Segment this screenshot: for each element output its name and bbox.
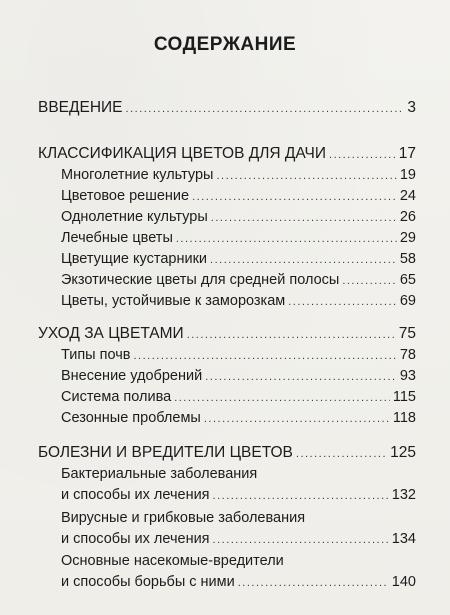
dot-leader — [176, 229, 397, 249]
toc-item[interactable] — [61, 291, 416, 312]
toc-item-label: Сезонные проблемы — [61, 410, 201, 426]
dot-leader — [126, 99, 405, 119]
toc-page-number: 19 — [399, 167, 416, 183]
page-title: СОДЕРЖАНИЕ — [153, 34, 297, 55]
toc-item-label: Многолетние культуры — [61, 167, 214, 183]
toc-section-label: БОЛЕЗНИ И ВРЕДИТЕЛИ ЦВЕТОВ — [38, 444, 293, 461]
toc-page-number: 58 — [399, 251, 416, 267]
toc-item-label: Система полива — [61, 389, 172, 405]
toc-item[interactable] — [61, 485, 416, 506]
toc-item-label: и способы их лечения — [61, 487, 210, 503]
toc-section-label: ВВЕДЕНИЕ — [38, 99, 123, 116]
dot-leader — [210, 250, 397, 270]
toc-item[interactable] — [61, 366, 416, 387]
dot-leader — [213, 486, 389, 506]
toc-page-number: 125 — [390, 444, 416, 461]
toc-item-label: Типы почв — [61, 347, 131, 363]
toc-section-introduction[interactable] — [38, 98, 416, 119]
toc-page-number: 24 — [399, 188, 416, 204]
toc-item[interactable] — [61, 270, 416, 291]
toc-item-label: Цветовое решение — [61, 188, 190, 204]
dot-leader — [216, 166, 396, 186]
toc-item[interactable] — [61, 228, 416, 249]
toc-item[interactable] — [61, 387, 416, 408]
toc-item-label-line1: Основные насекомые-вредители — [61, 553, 284, 569]
dot-leader — [296, 444, 387, 464]
dot-leader — [174, 388, 390, 408]
toc-page-number: 29 — [399, 230, 416, 246]
toc-item-label: Экзотические цветы для средней полосы — [61, 272, 340, 288]
toc-page-number: 65 — [399, 272, 416, 288]
toc-page-number: 118 — [392, 410, 416, 426]
toc-item-label: Однолетние культуры — [61, 209, 208, 225]
toc-section-diseases-pests[interactable] — [38, 443, 416, 464]
toc-section-label: УХОД ЗА ЦВЕТАМИ — [38, 325, 184, 342]
toc-section-flower-care[interactable] — [38, 324, 416, 345]
toc-item-label-line1: Вирусные и грибковые заболевания — [61, 510, 306, 526]
dot-leader — [288, 292, 397, 312]
dot-leader — [204, 409, 390, 429]
toc-page-number: 93 — [399, 368, 416, 384]
dot-leader — [329, 145, 396, 165]
toc-page-number: 78 — [399, 347, 416, 363]
toc-item[interactable] — [61, 572, 416, 593]
dot-leader — [187, 325, 396, 345]
toc-item[interactable] — [61, 165, 416, 186]
toc-item-label-line1: Бактериальные заболевания — [61, 466, 258, 482]
toc-page-number: 134 — [391, 531, 416, 547]
toc-item[interactable] — [61, 345, 416, 366]
dot-leader — [238, 573, 389, 593]
toc-item-label: Цветы, устойчивые к заморозкам — [61, 293, 286, 309]
toc-section-classification[interactable] — [38, 144, 416, 165]
toc-page-number: 17 — [398, 145, 416, 162]
toc-item[interactable] — [61, 529, 416, 550]
dot-leader — [192, 187, 397, 207]
toc-page-number: 26 — [399, 209, 416, 225]
dot-leader — [205, 367, 397, 387]
toc-item-label: Цветущие кустарники — [61, 251, 208, 267]
dot-leader — [213, 530, 389, 550]
toc-item[interactable] — [61, 186, 416, 207]
toc-page-number: 140 — [391, 574, 416, 590]
dot-leader — [211, 208, 397, 228]
toc-item[interactable] — [61, 207, 416, 228]
toc-item-label: Внесение удобрений — [61, 368, 203, 384]
toc-page-number: 3 — [407, 99, 416, 116]
toc-item-label: и способы борьбы с ними — [61, 574, 235, 590]
toc-item[interactable] — [61, 408, 416, 429]
toc-page-number: 115 — [392, 389, 416, 405]
toc-page-number: 75 — [398, 325, 416, 342]
toc-item-label: Лечебные цветы — [61, 230, 173, 246]
toc-page-number: 132 — [391, 487, 416, 503]
toc-item[interactable] — [61, 249, 416, 270]
toc-item-label: и способы их лечения — [61, 531, 210, 547]
dot-leader — [133, 346, 396, 366]
toc-section-label: КЛАССИФИКАЦИЯ ЦВЕТОВ ДЛЯ ДАЧИ — [38, 145, 327, 162]
dot-leader — [342, 271, 397, 291]
toc-page-number: 69 — [399, 293, 416, 309]
